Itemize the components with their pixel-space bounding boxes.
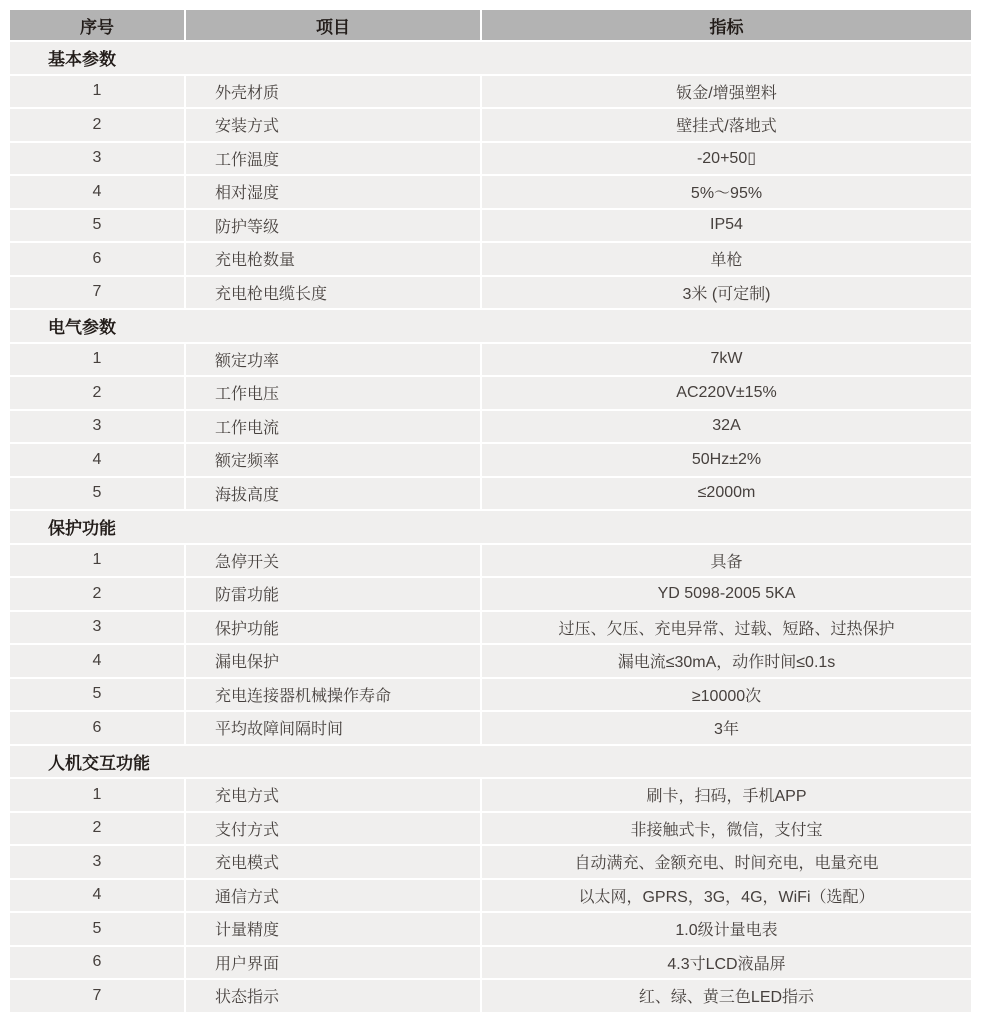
table-row [10,277,971,309]
spec-table [8,8,973,1014]
row-number-cell: 1 [10,545,184,577]
row-number-cell: 1 [10,76,184,108]
spec-value-cell: 钣金/增强塑料 [482,76,971,108]
table-row [10,880,971,912]
table-row [10,612,971,644]
spec-value-cell: ≥10000次 [482,679,971,711]
table-row [10,947,971,979]
table-row [10,109,971,141]
row-number-cell: 5 [10,913,184,945]
row-number-cell: 3 [10,846,184,878]
item-name-cell: 工作电压 [186,377,480,409]
table-row [10,679,971,711]
table-row [10,578,971,610]
table-row [10,545,971,577]
table-row [10,645,971,677]
spec-value-cell: AC220V±15% [482,377,971,409]
row-number-cell: 1 [10,779,184,811]
item-name-cell: 额定频率 [186,444,480,476]
table-row [10,210,971,242]
table-row [10,411,971,443]
table-row [10,913,971,945]
row-number-cell: 2 [10,377,184,409]
spec-value-cell: 单枪 [482,243,971,275]
item-name-cell: 漏电保护 [186,645,480,677]
item-name-cell: 平均故障间隔时间 [186,712,480,744]
row-number-cell: 3 [10,143,184,175]
item-name-cell: 额定功率 [186,344,480,376]
table-row [10,478,971,510]
spec-value-cell: 50Hz±2% [482,444,971,476]
spec-value-cell: 7kW [482,344,971,376]
table-row [10,76,971,108]
spec-value-cell: 非接触式卡，微信，支付宝 [482,813,971,845]
spec-value-cell: 红、绿、黄三色LED指示 [482,980,971,1012]
row-number-cell: 4 [10,645,184,677]
item-name-cell: 状态指示 [186,980,480,1012]
row-number-cell: 4 [10,176,184,208]
spec-value-cell: ≤2000m [482,478,971,510]
section-title: 基本参数 [10,42,971,74]
section-title: 保护功能 [10,511,971,543]
spec-value-cell: YD 5098-2005 5KA [482,578,971,610]
spec-value-cell: 壁挂式/落地式 [482,109,971,141]
row-number-cell: 1 [10,344,184,376]
item-name-cell: 工作温度 [186,143,480,175]
row-number-cell: 2 [10,813,184,845]
table-row [10,344,971,376]
table-row [10,712,971,744]
spec-value-cell: 漏电流≤30mA，动作时间≤0.1s [482,645,971,677]
section-header-row [10,310,971,342]
row-number-cell: 6 [10,947,184,979]
spec-value-cell: 以太网，GPRS，3G，4G，WiFi（选配） [482,880,971,912]
item-name-cell: 保护功能 [186,612,480,644]
item-name-cell: 防雷功能 [186,578,480,610]
item-name-cell: 急停开关 [186,545,480,577]
spec-value-cell: 具备 [482,545,971,577]
table-row [10,846,971,878]
spec-table-body [10,42,971,1012]
item-name-cell: 外壳材质 [186,76,480,108]
table-row [10,143,971,175]
section-header-row [10,511,971,543]
table-row [10,980,971,1012]
row-number-cell: 4 [10,444,184,476]
spec-value-cell: 3年 [482,712,971,744]
section-header-row [10,42,971,74]
item-name-cell: 工作电流 [186,411,480,443]
spec-value-cell: 32A [482,411,971,443]
row-number-cell: 5 [10,478,184,510]
section-title: 人机交互功能 [10,746,971,778]
row-number-cell: 5 [10,210,184,242]
section-title: 电气参数 [10,310,971,342]
table-row [10,813,971,845]
spec-value-cell: 过压、欠压、充电异常、过载、短路、过热保护 [482,612,971,644]
item-name-cell: 支付方式 [186,813,480,845]
spec-value-cell: 自动满充、金额充电、时间充电，电量充电 [482,846,971,878]
header-cell-value: 指标 [482,10,971,40]
item-name-cell: 相对湿度 [186,176,480,208]
spec-value-cell: -20+50▯ [482,143,971,175]
row-number-cell: 7 [10,980,184,1012]
item-name-cell: 用户界面 [186,947,480,979]
header-cell-no: 序号 [10,10,184,40]
item-name-cell: 安装方式 [186,109,480,141]
row-number-cell: 3 [10,612,184,644]
table-row [10,176,971,208]
table-row [10,444,971,476]
section-header-row [10,746,971,778]
row-number-cell: 3 [10,411,184,443]
row-number-cell: 6 [10,712,184,744]
row-number-cell: 4 [10,880,184,912]
row-number-cell: 6 [10,243,184,275]
header-cell-item: 项目 [186,10,480,40]
row-number-cell: 2 [10,578,184,610]
item-name-cell: 海拔高度 [186,478,480,510]
item-name-cell: 充电连接器机械操作寿命 [186,679,480,711]
spec-value-cell: 1.0级计量电表 [482,913,971,945]
item-name-cell: 充电模式 [186,846,480,878]
table-row [10,779,971,811]
spec-value-cell: 5%～95% [482,176,971,208]
item-name-cell: 充电枪电缆长度 [186,277,480,309]
row-number-cell: 2 [10,109,184,141]
table-header-row [10,10,971,40]
table-row [10,377,971,409]
spec-value-cell: 3米 (可定制) [482,277,971,309]
spec-value-cell: 4.3寸LCD液晶屏 [482,947,971,979]
item-name-cell: 计量精度 [186,913,480,945]
item-name-cell: 防护等级 [186,210,480,242]
spec-value-cell: 刷卡，扫码，手机APP [482,779,971,811]
item-name-cell: 充电枪数量 [186,243,480,275]
row-number-cell: 5 [10,679,184,711]
item-name-cell: 充电方式 [186,779,480,811]
row-number-cell: 7 [10,277,184,309]
spec-value-cell: IP54 [482,210,971,242]
table-row [10,243,971,275]
item-name-cell: 通信方式 [186,880,480,912]
